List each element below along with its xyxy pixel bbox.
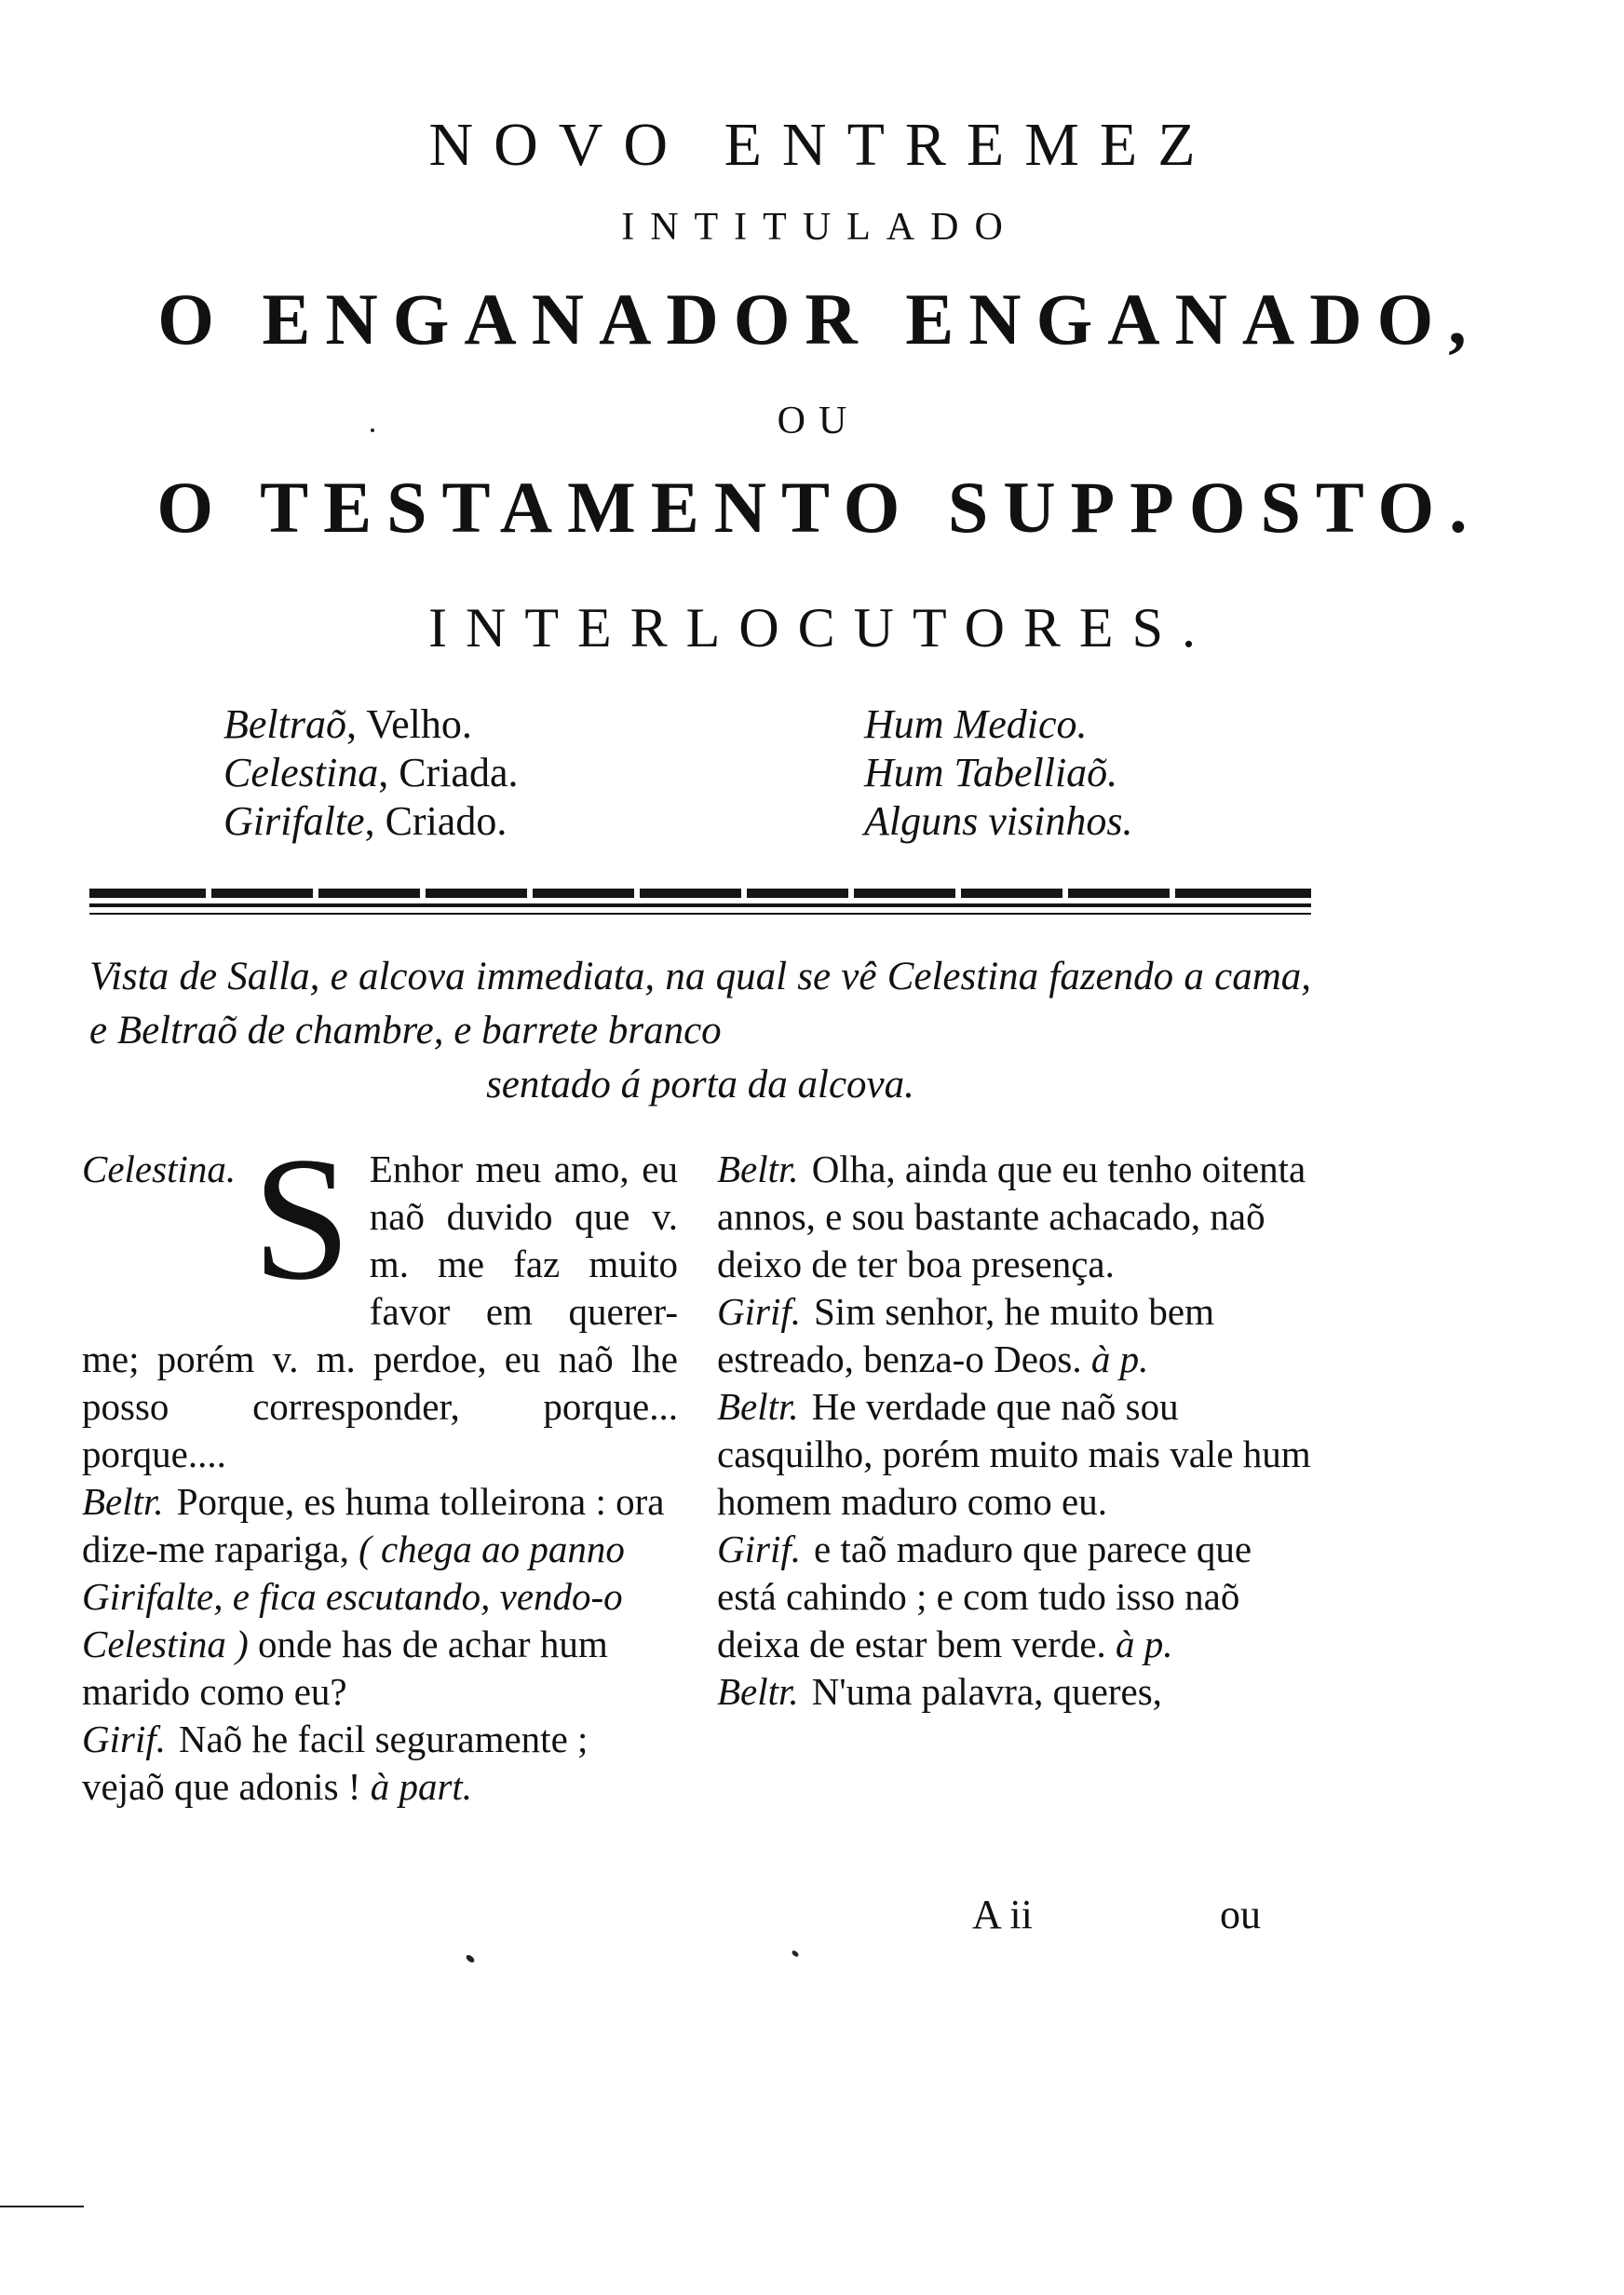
character-role: , Criado. bbox=[364, 798, 508, 844]
ink-speck bbox=[791, 1949, 799, 1958]
speaker-name: Beltr. bbox=[82, 1480, 164, 1523]
speech-text: Enhor meu amo, eu naõ duvido que v. m. me faz muito favor em querer-me; porém v. m. perdoe, eu naõ lhe posso corresponder, porque... porque.... bbox=[82, 1148, 678, 1475]
character-entry: Alguns visinhos. bbox=[864, 798, 1133, 844]
speaker-name: Beltr. bbox=[717, 1385, 799, 1428]
speaker-name: Beltr. bbox=[717, 1148, 799, 1190]
speech-beltrao bbox=[717, 1146, 1313, 1288]
stage-direction-text: Vista de Salla, e alcova immediata, na qual se vê Celestina fazendo a cama, e Beltraõ de chambre, e barrete branco bbox=[89, 955, 1311, 1052]
play-title: O ENGANADOR ENGANADO, bbox=[157, 278, 1482, 360]
aside-note: à p. bbox=[1090, 1338, 1149, 1380]
speaker-name: Celestina. bbox=[82, 1148, 237, 1190]
speech-text: Porque, es huma tolleirona : ora dize-me rapariga, bbox=[82, 1480, 665, 1570]
title-conjunction: OU bbox=[777, 400, 860, 442]
title-line-1: NOVO ENTREMEZ bbox=[428, 111, 1216, 179]
speaker-name: Girif. bbox=[717, 1290, 801, 1333]
speech-text: N'uma palavra, queres, bbox=[811, 1670, 1162, 1713]
character-role: , Velho. bbox=[345, 701, 472, 747]
aside-note: à part. bbox=[370, 1765, 473, 1808]
speech-text: He verdade que naõ sou casquilho, porém muito mais vale hum homem maduro como eu. bbox=[717, 1385, 1311, 1523]
character-entry bbox=[223, 797, 519, 846]
characters-left-column bbox=[223, 700, 519, 846]
speaker-name: Beltr. bbox=[717, 1670, 799, 1713]
speech-beltrao bbox=[717, 1668, 1313, 1716]
ink-speck bbox=[465, 1953, 476, 1963]
play-subtitle: O TESTAMENTO SUPPOSTO. bbox=[156, 467, 1482, 548]
ink-speck bbox=[0, 2206, 84, 2207]
character-entry: Hum Tabelliaõ. bbox=[864, 750, 1118, 795]
ornamental-rule bbox=[89, 889, 1311, 920]
title-line-2: INTITULADO bbox=[621, 206, 1019, 249]
character-entry bbox=[223, 749, 519, 797]
stage-direction bbox=[89, 950, 1311, 1112]
speech-beltrao bbox=[82, 1478, 678, 1716]
drop-cap: S bbox=[252, 1121, 351, 1317]
speaker-name: Girif. bbox=[717, 1528, 801, 1570]
speech-girifalte bbox=[717, 1526, 1313, 1668]
signature-mark: A ii bbox=[972, 1892, 1033, 1937]
character-role: , Criada. bbox=[378, 750, 519, 795]
speech-text: Sim senhor, he muito bem estreado, benza-o Deos. bbox=[717, 1290, 1214, 1380]
character-name: Girifalte bbox=[223, 798, 365, 844]
speaker-name: Girif. bbox=[82, 1718, 166, 1760]
stage-direction-last-line: sentado á porta da alcova. bbox=[486, 1063, 914, 1107]
speech-text: Olha, ainda que eu tenho oitenta annos, e sou bastante achacado, naõ deixo de ter boa presença. bbox=[717, 1148, 1306, 1285]
characters-right-column bbox=[864, 700, 1132, 846]
character-name: Celestina bbox=[223, 750, 379, 795]
aside-note: à p. bbox=[1116, 1623, 1173, 1665]
speech-text: Naõ he facil seguramente ; vejaõ que adonis ! bbox=[82, 1718, 589, 1808]
speech-celestina bbox=[82, 1121, 678, 1478]
speech-girifalte bbox=[717, 1288, 1313, 1383]
speech-girifalte bbox=[82, 1716, 678, 1811]
dialogue-column-right bbox=[717, 1146, 1313, 1716]
stage-note: ( chega ao panno Girifalte, e fica escutando, vendo-o Celestina ) bbox=[82, 1528, 625, 1665]
dialogue-column-left bbox=[82, 1121, 678, 1811]
character-entry bbox=[223, 700, 519, 749]
interlocutores-heading: INTERLOCUTORES. bbox=[428, 597, 1214, 659]
speech-text-continued: onde has de achar hum marido como eu? bbox=[82, 1623, 608, 1713]
speech-text: e taõ maduro que parece que está cahindo ; e com tudo isso naõ deixa de estar bem verde. bbox=[717, 1528, 1252, 1665]
character-entry: Hum Medico. bbox=[864, 701, 1088, 747]
catchword: ou bbox=[1220, 1892, 1261, 1937]
ink-speck bbox=[371, 428, 374, 432]
speech-beltrao bbox=[717, 1383, 1313, 1526]
character-name: Beltraõ bbox=[223, 701, 346, 747]
